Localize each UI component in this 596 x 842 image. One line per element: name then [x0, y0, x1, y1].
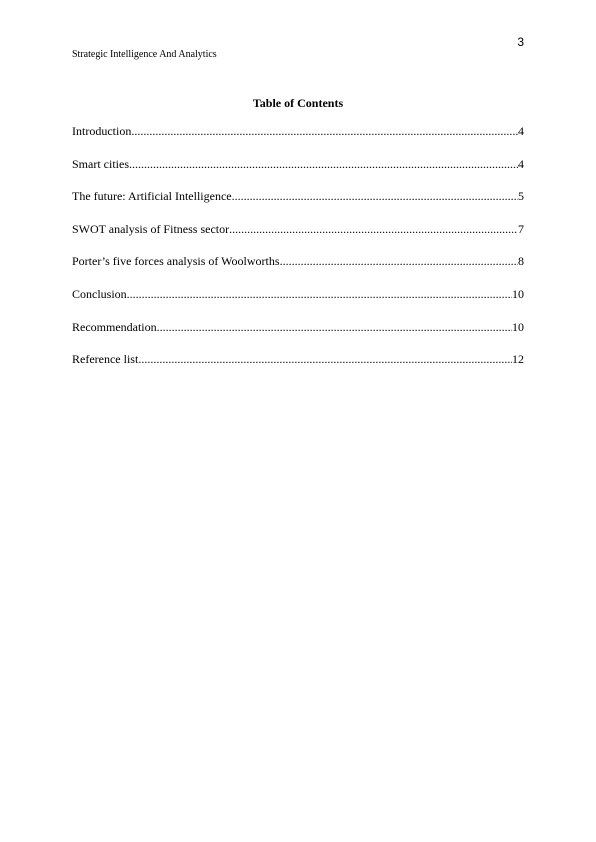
toc-entry-title: Conclusion [72, 286, 127, 301]
toc-list [72, 124, 524, 385]
page-number: 3 [517, 35, 524, 49]
toc-entry-reference-list[interactable] [72, 352, 524, 366]
toc-entry-page: 4 [518, 156, 524, 171]
toc-entry-recommendation[interactable] [72, 320, 524, 334]
toc-entry-title: The future: Artificial Intelligence [72, 189, 232, 204]
toc-entry-page: 4 [518, 124, 524, 138]
toc-entry-title: Reference list [72, 352, 139, 367]
toc-dot-leader [131, 124, 518, 138]
toc-entry-page: 7 [518, 221, 524, 236]
toc-entry-title: Smart cities [72, 156, 129, 171]
toc-title: Table of Contents [252, 96, 344, 110]
toc-entry-title: Porter’s five forces analysis of Woolworths [72, 254, 280, 269]
toc-entry-porters-five-forces[interactable] [72, 254, 524, 268]
toc-dot-leader [157, 320, 512, 334]
toc-entry-swot-analysis[interactable] [72, 222, 524, 236]
toc-dot-leader [138, 352, 512, 366]
toc-entry-page: 8 [518, 254, 524, 269]
running-header: Strategic Intelligence And Analytics [72, 49, 217, 60]
toc-entry-page: 10 [512, 319, 524, 334]
toc-entry-title: Recommendation [72, 319, 157, 334]
toc-dot-leader [280, 254, 518, 268]
toc-dot-leader [229, 222, 518, 236]
toc-dot-leader [232, 189, 518, 203]
toc-dot-leader [129, 157, 518, 171]
toc-entry-page: 5 [518, 189, 524, 204]
toc-entry-title: SWOT analysis of Fitness sector [72, 221, 230, 236]
toc-entry-page: 12 [512, 352, 524, 367]
toc-entry-artificial-intelligence[interactable] [72, 189, 524, 203]
toc-entry-introduction[interactable] [72, 124, 524, 138]
toc-entry-page: 10 [512, 286, 524, 301]
toc-entry-title: Introduction [72, 124, 132, 138]
toc-dot-leader [127, 287, 512, 301]
toc-entry-smart-cities[interactable] [72, 157, 524, 171]
toc-entry-conclusion[interactable] [72, 287, 524, 301]
